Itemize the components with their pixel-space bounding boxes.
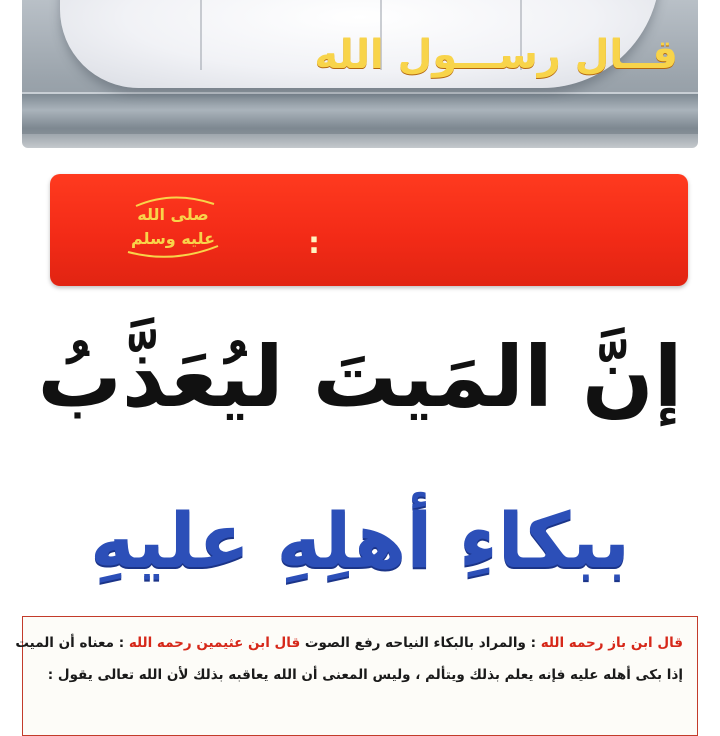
commentary-row-1 bbox=[15, 627, 683, 659]
commentary-row-2: إذا بكى أهله عليه فإنه يعلم بذلك ويتألم ، وليس المعنى أن الله يعاقبه بذلك لأن الله تعالى يقول : bbox=[47, 667, 683, 683]
salawat-calligraphy-icon bbox=[118, 186, 228, 266]
photo-fade bbox=[0, 128, 720, 168]
commentary-box bbox=[15, 616, 698, 736]
hadith-line-1: إنَّ المَيتَ ليُعَذَّبُ bbox=[37, 328, 683, 426]
commentary-text: : والمراد بالبكاء النياحه رفع الصوت bbox=[300, 635, 541, 651]
shroud-fold bbox=[200, 0, 202, 70]
header-photo bbox=[0, 0, 720, 168]
hadith-line-2: ببكاءِ أهلِهِ عليهِ bbox=[90, 496, 630, 585]
commentary-text: : معناه أن الميت bbox=[15, 635, 129, 651]
banner-colon: : bbox=[308, 226, 320, 261]
scholar-ibn-baz: قال ابن باز رحمه الله bbox=[540, 635, 683, 651]
salawat-line: صلى الله bbox=[137, 205, 209, 224]
salawat-line: عليه وسلم bbox=[130, 229, 216, 248]
scholar-ibn-uthaymeen: قال ابن عثيمين رحمه الله bbox=[128, 635, 301, 651]
banner-title: قــال رســـول الله bbox=[314, 32, 678, 78]
